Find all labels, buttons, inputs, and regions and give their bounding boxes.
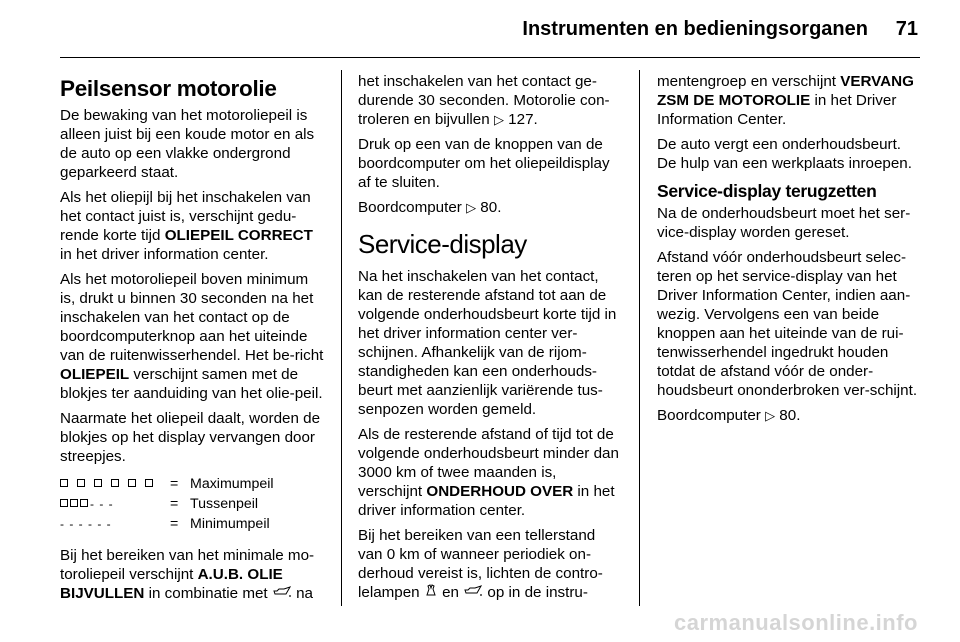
page-header: [0, 14, 960, 46]
table-row: [60, 474, 274, 494]
oil-level-table: [60, 474, 274, 534]
column-divider-1: [341, 70, 342, 606]
paragraph: Afstand vóór onderhoudsbeurt selec-teren op het service-display van het Driver Information Center, indien aan-wezig. Vervolgens een van beide knoppen aan het uiteinde van de rui-tenwisserhendel ingedrukt houden totdat de afstand vóór de onder-houdsbeurt ononderbroken ver-schijnt.: [657, 249, 918, 399]
reference-arrow-icon: ▷: [466, 200, 477, 215]
paragraph: Naarmate het oliepeil daalt, worden de blokjes op het display vervangen door streepjes.: [60, 410, 321, 465]
paragraph: Boordcomputer ▷ 80.: [657, 407, 801, 424]
paragraph: Als de resterende afstand of tijd tot de volgende onderhoudsbeurt minder dan 3000 km of twee maanden is, verschijnt ONDERHOUD OVER in het driver information center.: [358, 426, 619, 519]
watermark: carmanualsonline.info: [674, 610, 918, 635]
display-message: OLIEPEIL: [60, 366, 130, 383]
paragraph: mentengroep en verschijnt VERVANG ZSM DE MOTOROLIE in het Driver Information Center.: [657, 73, 914, 128]
section-heading-reset: Service-display terugzetten: [657, 181, 877, 201]
paragraph: Als het oliepijl bij het inschakelen van het contact juist is, verschijnt gedu-rende korte tijd OLIEPEIL CORRECT in het driver information center.: [60, 189, 313, 263]
paragraph: Bij het bereiken van een tellerstand van 0 km of wanneer periodiek on-derhoud vereist is, lichten de contro-lelampen en op in de instru-: [358, 527, 603, 601]
page-number: 71: [895, 18, 918, 40]
oil-can-icon: [272, 584, 292, 603]
reference-arrow-icon: ▷: [493, 112, 504, 127]
paragraph: Na het inschakelen van het contact, kan de resterende afstand tot aan de volgende onderhoudsbeurt korte tijd in het driver information center ver-schijnen. Afhankelijk van de rijom-standigheden kan een onderhouds-beurt met aanzienlijk variërende tus-senpozen worden gemeld.: [358, 268, 617, 418]
section-heading-oil-sensor: Peilsensor motorolie: [60, 76, 277, 101]
equals-sign: =: [170, 476, 179, 492]
reference-arrow-icon: ▷: [765, 408, 776, 423]
paragraph: De auto vergt een onderhoudsbeurt. De hulp van een werkplaats inroepen.: [657, 136, 912, 172]
table-row: [60, 494, 274, 514]
column-divider-2: [639, 70, 640, 606]
paragraph: De bewaking van het motoroliepeil is alleen juist bij een koude motor en als de auto op een vlakke ondergrond geparkeerd staat.: [60, 107, 315, 181]
paragraph: het inschakelen van het contact ge-durende 30 seconden. Motorolie con-troleren en bijvullen ▷ 127.: [358, 73, 610, 128]
display-message: OLIEPEIL CORRECT: [164, 227, 313, 244]
paragraph: Boordcomputer ▷ 80.: [358, 199, 502, 216]
paragraph: Na de onderhoudsbeurt moet het ser-vice-display worden gereset.: [657, 205, 911, 241]
paragraph: Bij het bereiken van het minimale mo-toroliepeil verschijnt A.U.B. OLIE BIJVULLEN in combinatie met na: [60, 547, 315, 602]
wrench-icon: [424, 583, 438, 602]
equals-sign: =: [170, 516, 179, 532]
column-3: [657, 72, 922, 431]
oil-can-icon: [463, 583, 483, 602]
oil-level-label: Tussenpeil: [190, 496, 259, 512]
paragraph: Als het motoroliepeil boven minimum is, drukt u binnen 30 seconden na het inschakelen van het contact op de boordcomputerknop aan het uiteinde van de ruitenwisserhendel. Het be-richt OLIEPEIL verschijnt samen met de blokjes ter aanduiding van het olie-peil.: [60, 271, 324, 402]
display-message: VERVANG ZSM DE MOTOROLIE: [657, 73, 914, 109]
oil-level-label: Minimumpeil: [190, 516, 270, 532]
oil-level-symbol-mid: - - -: [60, 494, 170, 514]
header-title: Instrumenten en bedieningsorganen: [522, 18, 868, 40]
equals-sign: =: [170, 496, 179, 512]
column-2: [358, 72, 623, 608]
display-message: ONDERHOUD OVER: [426, 483, 574, 500]
table-row: [60, 514, 274, 534]
header-divider: [60, 57, 920, 58]
oil-level-label: Maximumpeil: [190, 476, 274, 492]
section-heading-service-display: Service-display: [358, 229, 527, 259]
column-1: [60, 72, 324, 609]
oil-level-symbol-max: [60, 474, 170, 494]
paragraph: Druk op een van de knoppen van de boordcomputer om het oliepeildisplay af te sluiten.: [358, 136, 610, 191]
oil-level-symbol-min: - - - - - -: [60, 517, 112, 531]
display-message: A.U.B. OLIE BIJVULLEN: [60, 566, 283, 602]
